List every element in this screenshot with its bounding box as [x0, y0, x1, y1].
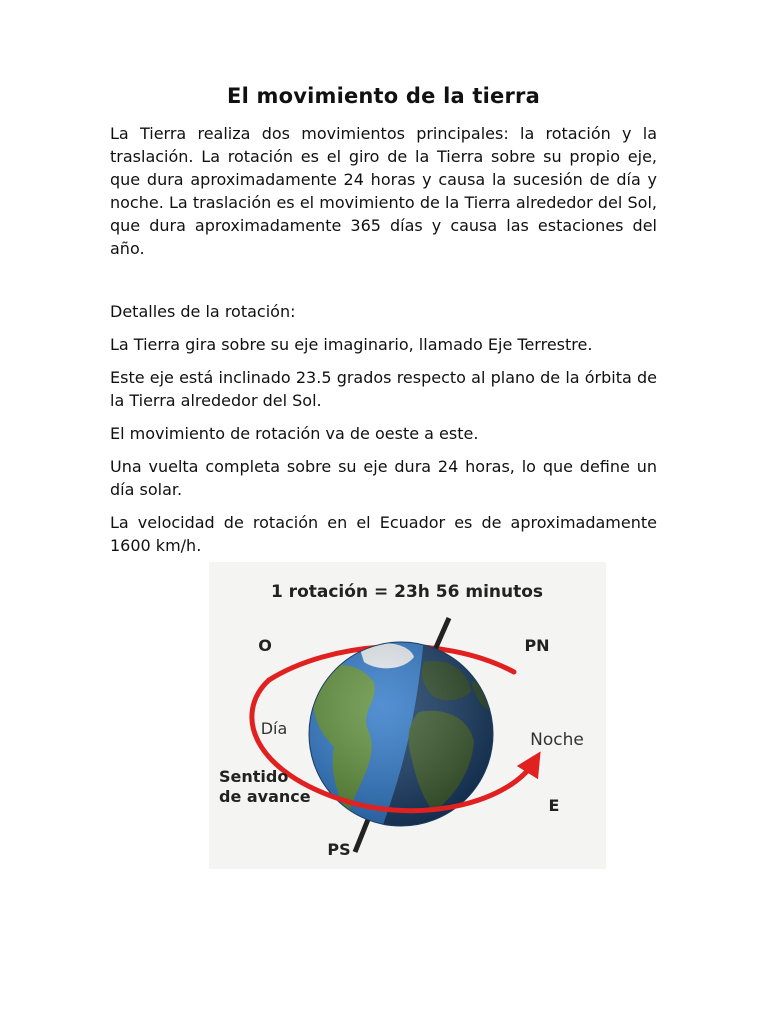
label-direction-line-1: Sentido [219, 767, 289, 786]
details-heading: Detalles de la rotación: [110, 302, 296, 321]
detail-item: Una vuelta completa sobre su eje dura 24 horas, lo que define un día solar. [110, 457, 657, 499]
detail-item: Este eje está inclinado 23.5 grados respecto al plano de la órbita de la Tierra alrededor del Sol. [110, 368, 657, 410]
rotation-diagram [209, 562, 606, 869]
label-direction-line-2: de avance [219, 787, 311, 806]
label-west: O [258, 636, 272, 655]
document-page [110, 84, 657, 567]
rotation-figure [209, 562, 606, 869]
label-east: E [548, 796, 560, 815]
label-south-pole: PS [327, 840, 351, 859]
figure-heading: 1 rotación = 23h 56 minutos [270, 582, 544, 602]
detail-item: La velocidad de rotación en el Ecuador es de aproximadamente 1600 km/h. [110, 513, 657, 555]
intro-paragraph: La Tierra realiza dos movimientos principales: la rotación y la traslación. La rotación es el giro de la Tierra sobre su propio eje, que dura aproximadamente 24 horas y causa la sucesión de día y noche. La traslación es el movimiento de la Tierra alrededor del Sol, que dura aproximadamente 365 días y causa las estaciones del año. [110, 124, 657, 258]
axis-south-segment [355, 817, 369, 852]
page-title: El movimiento de la tierra [227, 84, 540, 108]
label-night: Noche [530, 730, 584, 750]
label-north-pole: PN [524, 636, 550, 655]
detail-item: El movimiento de rotación va de oeste a este. [110, 424, 479, 443]
label-day: Día [260, 719, 288, 738]
detail-item: La Tierra gira sobre su eje imaginario, llamado Eje Terrestre. [110, 335, 593, 354]
